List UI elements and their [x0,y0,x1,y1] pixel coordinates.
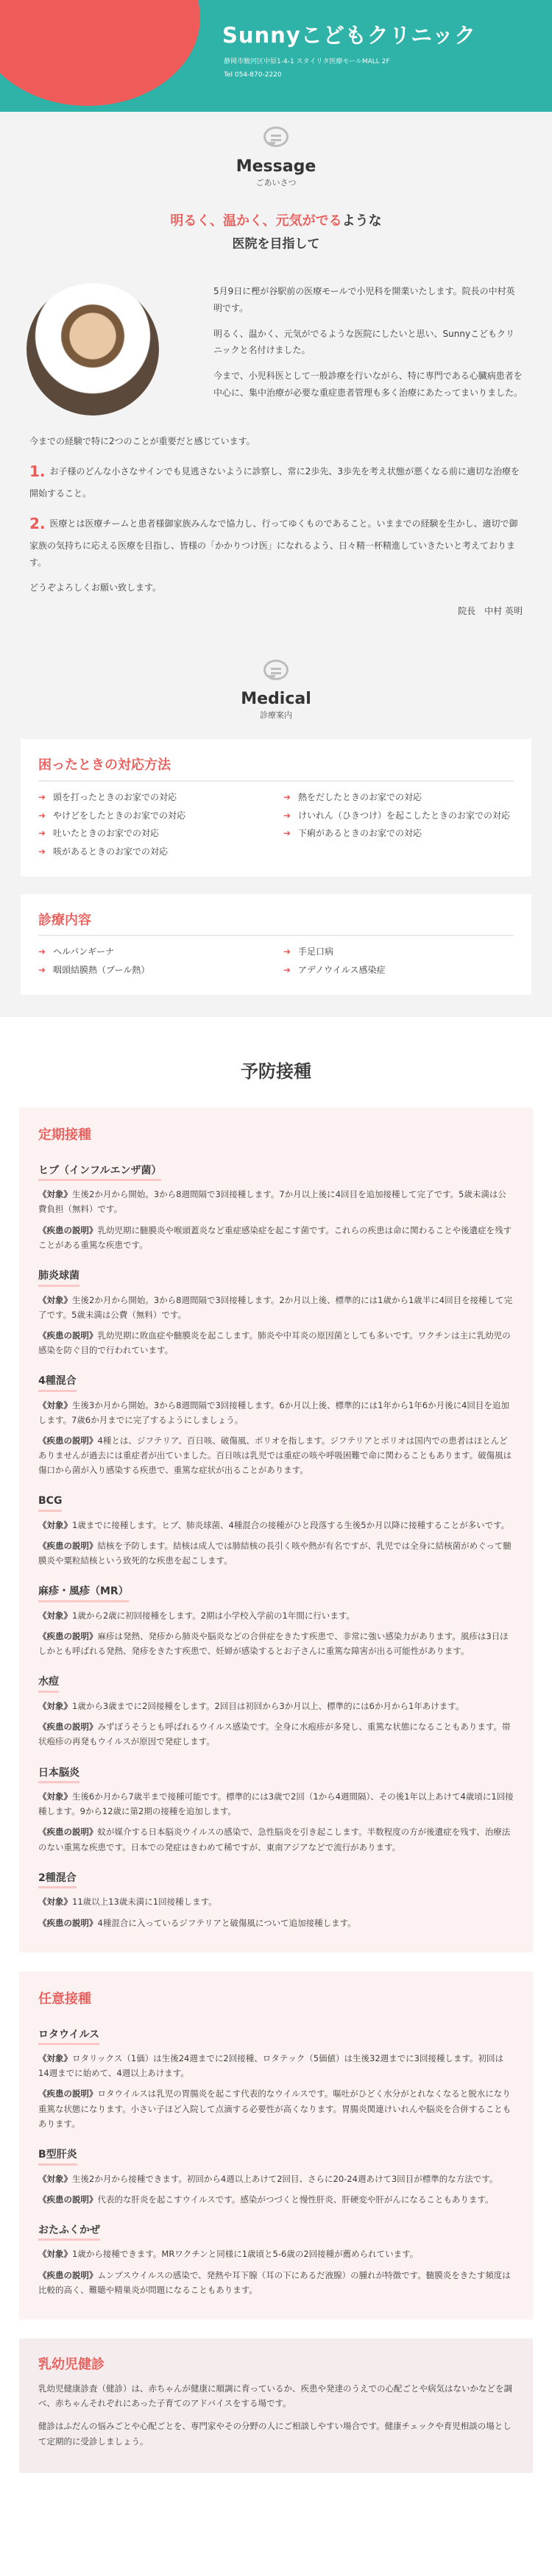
vaccine-name: 4種混合 [38,1374,77,1392]
vaccine-name: 麻疹・風疹（MR） [38,1584,129,1602]
optional-title: 任意接種 [38,1991,91,2007]
vaccination-title: 予防接種 [241,1060,311,1082]
medical-section [0,645,552,1017]
message-title: Message [236,157,316,176]
vaccine-target [38,1518,514,1533]
message-section [0,112,552,645]
trouble-card [21,739,531,876]
vaccine-disease-text: みずぼうそうとも呼ばれるウイルス感染です。全身に水疱疹が多発し、重篤な状態になることもあります。帯状疱疹の再発もウイルスが原因で発症します。 [38,1722,511,1747]
vaccine-name: BCG [38,1494,62,1512]
vaccine-target [38,1894,514,1909]
vaccine-disease [38,2086,514,2130]
vaccine-disease [38,2268,514,2297]
vaccine-target-text: 生後2か月から開始。3から8週間隔で3回接種します。2か月以上後、標準的には1歳から1歳半に4回目を接種して完了です。5歳未満は公費（無料）です。 [38,1294,513,1320]
vaccine-target-label: 《対象》 [38,2173,72,2184]
vaccine-disease-label: 《疾患の説明》 [38,2088,98,2099]
vaccine-target [38,1699,514,1713]
vaccine-name: ロタウイルス [38,2027,99,2046]
vaccine-target-text: 1歳から2歳に初回接種をします。2期は小学校入学前の1年間に行います。 [72,1610,355,1621]
vaccine-disease-text: 代表的な肝炎を起こすウイルスです。感染がつづくと慢性肝炎、肝硬変や肝がんになることもあります。 [97,2194,494,2205]
vaccine-target-label: 《対象》 [38,2053,72,2064]
site-header [0,0,552,112]
header-red-circle [0,0,200,106]
point-1-text: お子様のどんな小さなサインでも見逃さないように診察し、常に2歩先、3歩先を考え状態が悪くなる前に適切な治療を開始すること。 [29,466,520,499]
trouble-link[interactable]: ➜ 咳があるときのお家での対応 [38,845,269,859]
vaccine-disease-text: 結核を予防します。結核は成人では肺結核の長引く咳や熱が有名ですが、乳児では全身に結核菌がめぐって髄膜炎や粟粒結核という致死的な疾患を起こします。 [38,1541,512,1566]
vaccine-disease-text: 麻疹は発熱、発疹から肺炎や脳炎などの合併症をきたす疾患で、非常に強い感染力があります。風疹は3日ほしかとも呼ばれる発熱、発疹をきたす疾患で、妊婦が感染するとお子さんに重篤な障害が出る可能性があります。 [38,1631,509,1657]
vaccine-target-label: 《対象》 [38,1520,72,1531]
vaccine-target-label: 《対象》 [38,1189,72,1200]
vaccine-target-text: 1歳までに接種します。ヒブ、肺炎球菌、4種混合の接種がひと段落する生後5か月以降に接種することが多いです。 [72,1520,510,1531]
trouble-link[interactable]: ➜ やけどをしたときのお家での対応 [38,809,269,823]
clinic-logo[interactable]: Sunnyこどもクリニック [222,23,476,48]
vaccine-target-text: 生後2か月から接種できます。初回から4週以上あけて2回目、さらに20-24週あけて3回目が標準的な方法です。 [72,2173,498,2184]
trouble-link[interactable]: ➜ けいれん（ひきつけ）を起こしたときのお家での対応 [283,809,514,823]
vaccine-disease-text: 4種とは、ジフテリア、百日咳、破傷風、ポリオを指します。ジフテリアとポリオは国内での患者はほとんどありませんが過去には重症者が出ていました。百日咳は乳児では重症の咳や呼吸困難で命に関わることもあります。破傷風は傷口から菌が入り感染する疾患で、重篤な症状が出ることがあります。 [38,1435,512,1476]
vaccine-name: 2種混合 [38,1871,77,1889]
vaccine-target-label: 《対象》 [38,1897,72,1908]
checkup-paragraph: 乳幼児健康診査（健診）は、赤ちゃんが健康に順調に育っているか、疾患や発達のうえでの心配ごとや病気はないかなどを調べ、赤ちゃんそれぞれにあった子育てのアドバイスをする場です。 [38,2383,512,2409]
vaccine-disease-label: 《疾患の説明》 [38,1722,98,1733]
vaccine-disease-label: 《疾患の説明》 [38,1541,98,1552]
vaccine-name: ヒブ（インフルエンザ菌） [38,1163,161,1182]
care-link[interactable]: ➜ 手足口病 [283,945,514,959]
vaccine-target [38,1789,514,1819]
vaccine-disease [38,1328,514,1357]
intro-paragraph: 今まで、小児科医として一般診療を行いながら、特に専門である心臓病患者を中心に、集中治療が必要な重症患者管理も多く治療にあたってまいりました。 [213,371,523,398]
care-link[interactable]: ➜ 咽頭結膜熱（プール熱） [38,963,269,977]
vaccine-disease-text: 乳幼児期に敗血症や髄膜炎を起こします。肺炎や中耳炎の原因菌としても多いです。ワクチンは主に乳幼児の感染を防ぐ目的で行われています。 [38,1330,511,1355]
vaccine-target [38,1293,514,1322]
vaccine-target-text: 1歳から接種できます。MRワクチンと同様に1歳頃と5-6歳の2回接種が薦められています。 [72,2249,419,2260]
trouble-title: 困ったときの対応方法 [38,755,514,782]
medical-subtitle: 診療案内 [260,710,292,721]
vaccine-target-label: 《対象》 [38,1791,72,1802]
director-photo [26,283,159,415]
optional-vaccine-card [19,1972,533,2319]
regular-title: 定期接種 [38,1127,91,1143]
speech-bubble-icon [263,126,289,147]
vaccine-name: おたふくかぜ [38,2223,100,2241]
vaccine-disease [38,1223,514,1252]
checkup-section [19,2338,533,2473]
speech-bubble-icon [263,660,289,680]
vaccine-target-text: 11歳以上13歳未満に1回接種します。 [72,1897,217,1908]
vaccine-disease-label: 《疾患の説明》 [38,1330,98,1341]
vaccine-disease-label: 《疾患の説明》 [38,1631,98,1642]
vaccine-target [38,1608,514,1623]
message-lead [0,211,552,232]
lead-highlight: 明るく、温かく、元気がでる [170,213,342,229]
vaccine-target [38,2051,514,2080]
vaccine-disease-text: 蚊が媒介する日本脳炎ウイルスの感染で、急性脳炎を引き起こします。半数程度の方が後遺症を残す、治療法のない重篤な疾患です。日本での発症はきわめて稀ですが、東南アジアなどで流行があります。 [38,1827,511,1852]
vaccine-disease-label: 《疾患の説明》 [38,2269,98,2280]
vaccine-disease-text: ムンプスウイルスの感染で、発熱や耳下腺（耳の下にあるだ液腺）の腫れが特徴です。髄膜炎をきたす頻度は比較的高く、難聴や精巣炎が問題になることもあります。 [38,2269,511,2295]
vaccine-target-text: 1歳から3歳までに2回接種をします。2回目は初回から3か月以上、標準的には6か月から1年あけます。 [72,1701,464,1712]
vaccine-target-text: 生後6か月から7歳半まで接種可能です。標準的には3歳で2回（1から4週間隔）、その後1年以上あけて4歳頃に1回接種します。9から12歳に第2期の接種を追加します。 [38,1791,514,1817]
vaccine-disease [38,1629,514,1658]
vaccine-disease-label: 《疾患の説明》 [38,1224,98,1235]
intro-paragraph: 5月9日に樫が谷駅前の医療モールで小児科を開業いたします。院長の中村英明です。 [213,285,515,313]
vaccine-name: 水痘 [38,1674,59,1693]
clinic-tel[interactable]: Tel 054-870-2220 [224,71,282,79]
care-title: 診療内容 [38,910,514,937]
message-subtitle: ごあいさつ [255,177,297,188]
regular-vaccine-card [19,1107,533,1952]
vaccine-target [38,2247,514,2261]
care-card [21,894,531,995]
medical-title: Medical [241,690,311,709]
vaccine-disease-label: 《疾患の説明》 [38,1917,98,1928]
clinic-address: 静岡市駿河区中原1-4-1 スタイリタ医療モールMALL 2F [224,58,390,65]
vaccine-disease-text: ロタウイルスは乳児の胃腸炎を起こす代表的なウイルスです。嘔吐がひどく水分がとれなくなると脱水になり重篤な状態になります。小さい子ほど入院して点滴する必要性が高くなります。胃腸炎関連けいれんや脳炎を合併することもあります。 [38,2088,512,2129]
trouble-link[interactable]: ➜ 頭を打ったときのお家での対応 [38,791,269,804]
vaccine-disease [38,1824,514,1854]
vaccine-target-label: 《対象》 [38,1610,72,1621]
vaccine-name: 肺炎球菌 [38,1269,79,1287]
vaccine-disease-text: 乳幼児期に髄膜炎や喉頭蓋炎など重症感染症を起こす菌です。これらの疾患は命に関わることや後遺症を残すことがある重篤な疾患です。 [38,1224,512,1250]
trouble-link[interactable]: ➜ 下痢があるときのお家での対応 [283,827,514,841]
lead-rest: ような [342,213,382,229]
vaccine-disease [38,1916,514,1930]
vaccine-disease [38,2192,514,2207]
message-closing: どうぞよろしくお願い致します。 [29,582,162,593]
vaccine-name: 日本脳炎 [38,1766,79,1784]
point-number: 1. [29,463,46,481]
trouble-link[interactable]: ➜ 吐いたときのお家での対応 [38,827,269,841]
vaccine-target [38,1398,514,1427]
message-paragraph: 今までの経験で特に2つのことが重要だと感じています。 [29,435,255,446]
vaccine-target-text: 生後2か月から開始。3から8週間隔で3回接種します。7か月以上後に4回目を追加接種して完了です。5歳未満は公費負担（無料）です。 [38,1189,506,1215]
care-link[interactable]: ➜ ヘルパンギーナ [38,945,269,959]
trouble-link[interactable]: ➜ 熱をだしたときのお家での対応 [283,791,514,804]
vaccine-target-label: 《対象》 [38,2249,72,2260]
vaccine-target [38,2172,514,2186]
vaccine-disease [38,1538,514,1568]
vaccine-name: B型肝炎 [38,2147,77,2166]
director-signature: 院長 中村 英明 [458,605,523,616]
checkup-title: 乳幼児健診 [38,2356,105,2372]
vaccine-disease-label: 《疾患の説明》 [38,1827,98,1838]
vaccine-target-label: 《対象》 [38,1399,72,1410]
vaccine-disease-text: 4種混合に入っているジフテリアと破傷風について追加接種します。 [97,1917,356,1928]
vaccine-target-label: 《対象》 [38,1701,72,1712]
vaccine-target-text: ロタリックス（1価）は生後24週までに2回接種、ロタテック（5価値）は生後32週までに3回接種します。初回は14週までに始めて、4週以上あけます。 [38,2053,504,2079]
vaccine-disease [38,1719,514,1749]
point-2-text: 医療とは医療チームと患者様御家族みんなで協力し、行ってゆくものであること。いままでの経験を生かし、適切で御家族の気持ちに応える医療を目指し、皆様の「かかりつけ医」になれるよう、日々精一杯精進していきたいと考えております。 [29,518,518,568]
vaccination-section [0,1017,552,2319]
vaccine-target-text: 生後3か月から開始。3から8週間隔で3回接種します。6か月以上後、標準的には1年から1年6か月後に4回目を追加します。7歳6か月までに完了するようにしましょう。 [38,1399,509,1425]
vaccine-target-label: 《対象》 [38,1294,72,1305]
vaccine-disease [38,1433,514,1477]
checkup-paragraph: 健診はふだんの悩みごとや心配ごとを、専門家やその分野の人にご相談しやすい場合です。健康チェックや育児相談の場として定期的に受診しましょう。 [38,2421,512,2447]
intro-paragraph: 明るく、温かく、元気がでるような医院にしたいと思い、Sunnyこどもクリニックと名付けました。 [213,328,515,356]
vaccine-target [38,1187,514,1216]
vaccine-disease-label: 《疾患の説明》 [38,2194,98,2205]
point-number: 2. [29,515,46,533]
vaccine-disease-label: 《疾患の説明》 [38,1435,98,1446]
care-link[interactable]: ➜ アデノウイルス感染症 [283,963,514,977]
message-lead-2: 医院を目指して [232,236,320,251]
